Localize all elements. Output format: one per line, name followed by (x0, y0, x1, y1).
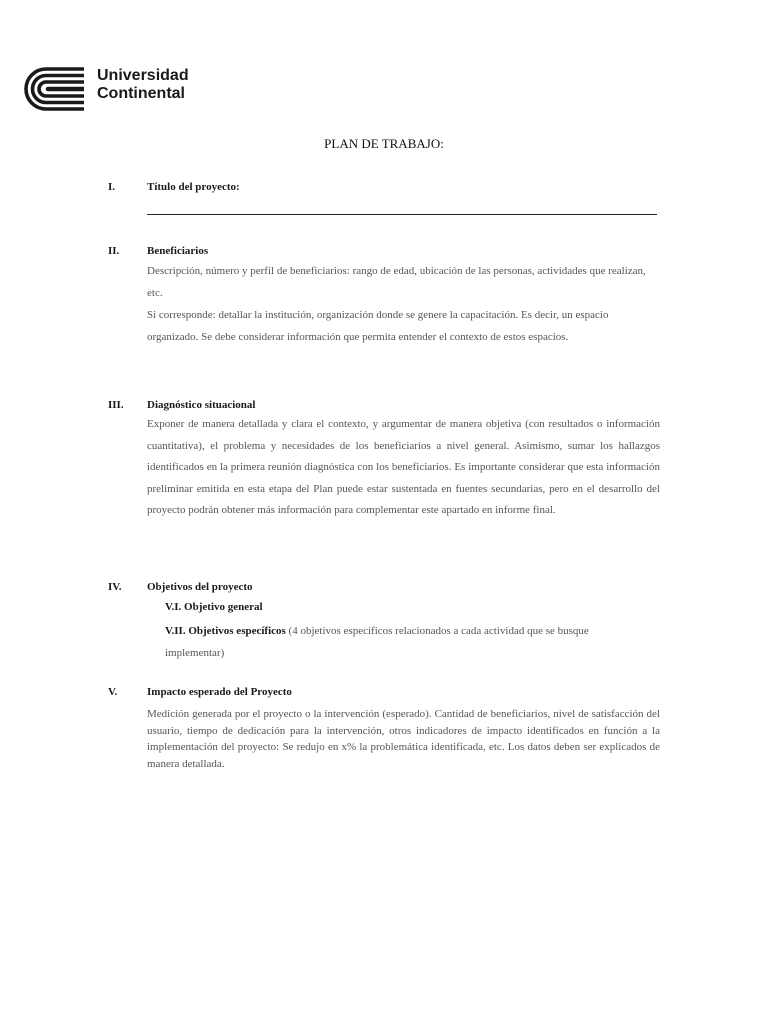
section-number: IV. (108, 581, 122, 593)
section-beneficiarios (108, 245, 658, 375)
section-number: V. (108, 686, 118, 698)
section-number: III. (108, 399, 124, 411)
title-answer-line (147, 214, 657, 215)
diagnostico-text: Exponer de manera detallada y clara el contexto, y argumentar de manera objetiva (con resultados o información cuantitativa), el problema y necesidades de los beneficiarios a nivel general. Asimismo, sumar los hallazgos identificados en la primera reunión diagnóstica con los beneficiarios. Es importante considerar que esta información preliminar emitida en esta etapa del Plan puede estar sustentada en fuentes secundarias, pero en el desarrollo del proyecto podrán obtener más información para complementar este apartado en informe final. (147, 418, 660, 516)
objetivos-especificos-label: V.II. Objetivos específicos (165, 625, 286, 637)
section-number: II. (108, 245, 120, 257)
section-impacto (108, 686, 658, 786)
university-name (97, 67, 189, 103)
university-name-line1: Universidad (97, 67, 189, 84)
section-heading: Impacto esperado del Proyecto (147, 686, 292, 698)
document-title: PLAN DE TRABAJO: (324, 136, 444, 151)
section-heading: Diagnóstico situacional (147, 399, 256, 411)
section-title (108, 181, 658, 201)
section-objetivos (108, 581, 658, 661)
section-diagnostico (108, 399, 658, 549)
university-name-line2: Continental (97, 85, 185, 102)
section-heading: Beneficiarios (147, 245, 209, 257)
beneficiarios-description: Descripción, número y perfil de beneficiarios: rango de edad, ubicación de las personas, actividades que realizan, etc. (147, 265, 646, 299)
objetivo-general: V.I. Objetivo general (165, 601, 263, 613)
impacto-text: Medición generada por el proyecto o la intervención (esperado). Cantidad de beneficiarios, nivel de satisfacción del usuario, tiempo de dedicación para la intervención, otros indicadores de impacto identificados en función a la implementación del proyecto: Se redujo en x% la problemática identificada, etc. Los datos deben ser explicados de manera detallada. (147, 708, 660, 770)
universidad-continental-c-logo-icon (22, 67, 88, 111)
section-heading: Título del proyecto: (147, 181, 240, 193)
section-number: I. (108, 181, 116, 193)
section-heading: Objetivos del proyecto (147, 581, 253, 593)
beneficiarios-context: Si corresponde: detallar la institución, organización donde se genere la capacitación. Es decir, un espacio organizado. Se debe considerar información que permita entender el contexto de estos espacios. (147, 309, 609, 343)
university-logo (22, 67, 212, 111)
objetivos-especificos-note: (4 objetivos específicos relacionados a cada actividad que se busque implementar) (165, 625, 589, 659)
objetivos-especificos (165, 621, 635, 664)
